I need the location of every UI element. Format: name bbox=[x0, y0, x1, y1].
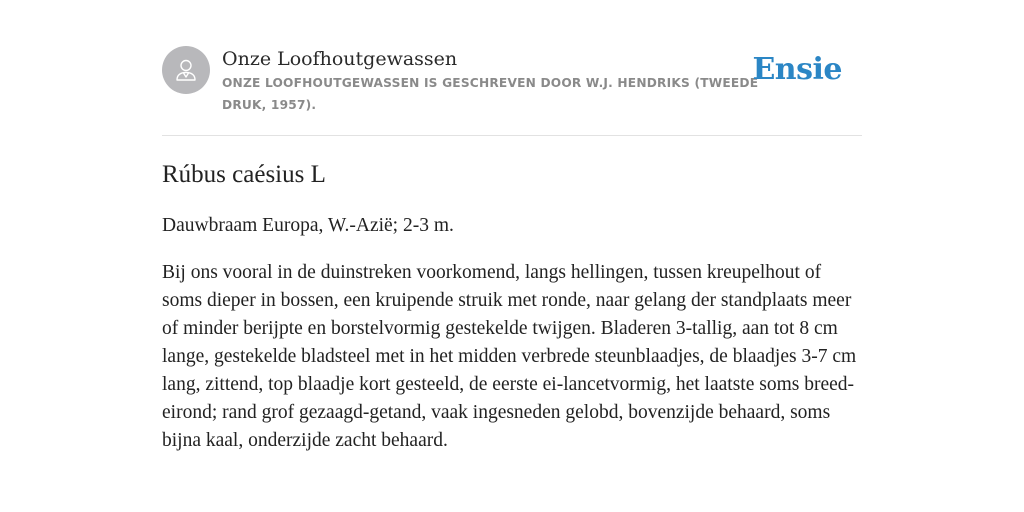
source-title[interactable]: Onze Loofhoutgewassen bbox=[222, 48, 458, 70]
source-description: ONZE LOOFHOUTGEWASSEN IS GESCHREVEN DOOR W.J. HENDRIKS (TWEEDE DRUK, 1957). bbox=[222, 76, 759, 112]
source-header bbox=[162, 46, 862, 116]
ensie-logo[interactable]: Ensie bbox=[752, 52, 842, 87]
entry-title: Rúbus caésius L bbox=[162, 161, 326, 188]
header-divider bbox=[162, 135, 862, 136]
entry-content bbox=[162, 158, 862, 455]
entry-paragraph: Bij ons vooral in de duinstreken voorkomend, langs hellingen, tussen kreupelhout of soms dieper in bossen, een kruipende struik met ronde, naar gelang der standplaats meer of minder berijpte en borstelvormig gestekelde twijgen. Bladeren 3-tallig, aan tot 8 cm lange, gestekelde bladsteel met in het midden verbrede steunblaadjes, de blaadjes 3-7 cm lang, zittend, top blaadje kort gesteeld, de eerste ei-lancetvormig, het laatste soms breed-eirond; rand grof gezaagd-getand, vaak ingesneden gelobd, bovenzijde behaard, soms bijna kaal, onderzijde zacht behaard. bbox=[162, 262, 857, 451]
source-avatar[interactable] bbox=[162, 46, 210, 94]
entry-paragraph: Dauwbraam Europa, W.-Azië; 2-3 m. bbox=[162, 215, 454, 236]
user-icon bbox=[172, 56, 200, 84]
